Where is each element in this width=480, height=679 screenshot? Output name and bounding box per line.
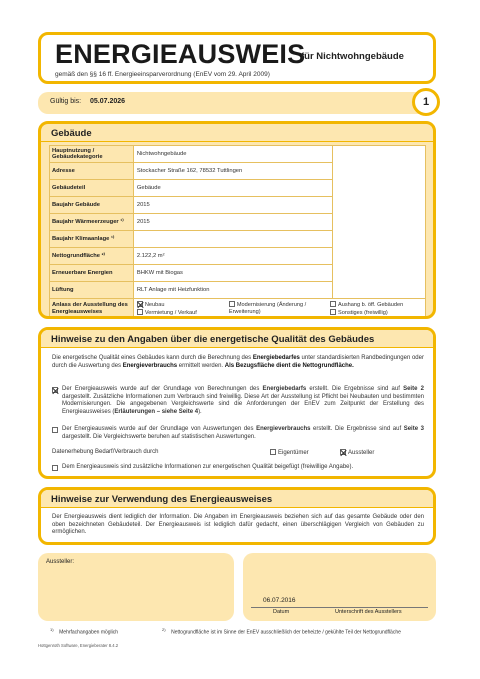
checkbox-icon[interactable] [52,427,58,433]
row-value: 2.122,2 m² [133,248,332,265]
occasion-modernisation[interactable]: Modernisierung (Änderung / Erweiterung) [228,301,307,315]
row-label: Adresse [50,163,134,180]
validity-date: 05.07.2026 [90,98,126,105]
signature-box [243,553,436,621]
row-value: Nichtwohngebäude [133,146,332,163]
checkbox-icon[interactable] [330,301,336,307]
footnote-1: $^{1)}$ Mehrfachangaben möglich [50,627,119,636]
survey-label: Datenerhebung Bedarf/Verbrauch durch [52,449,159,455]
signature-date: 06.07.2016 [263,597,296,604]
software-source: Hottgenroth Software, Energieberater 8.4.2 [38,643,119,648]
notes2-title: Hinweise zur Verwendung des Energieausweises [41,490,433,508]
building-photo-area [333,146,426,299]
checked-checkbox-icon[interactable] [340,449,346,455]
row-label: Gebäudeteil [50,180,134,197]
notes1-title: Hinweise zu den Angaben über die energetische Qualität des Gebäudes [41,330,433,348]
row-value: 2015 [133,214,332,231]
signature-line [251,607,428,608]
row-value: 2015 [133,197,332,214]
row-value: BHKW mit Biogas [133,265,332,282]
occasion-label: Anlass der Ausstellung des Energieausweises [50,299,134,319]
demand-option[interactable]: Der Energieausweis wurde auf der Grundlage von Berechnungen des Energiebedarfs erstellt. Die Ergebnisse sind auf Seite 2 dargestellt. Zusätzliche Informationen zum Verbrauch sind freiwillig. Diese Art der Ausstellung ist Pflicht bei Neubauten und bestimmten Modernisierungen. Die angegebenen Vergleichswerte sind die Anforderungen der EnEV zum Zeitpunkt der Erstellung des Energieausweises (Erläuterungen – siehe Seite 4). [52,386,424,416]
row-label: Nettogrundfläche ²⁾ [50,248,134,265]
energy-quality-notes [38,327,436,479]
row-value [133,231,332,248]
row-value: Gebäude [133,180,332,197]
data-survey-line [52,449,424,457]
date-label: Datum [273,609,290,615]
occasion-other[interactable]: Sonstiges (freiwillig) [330,309,422,317]
building-section-title: Gebäude [41,124,433,142]
issuer-box [38,553,234,621]
document-title: ENERGIEAUSWEIS [55,39,306,69]
checked-checkbox-icon[interactable] [52,387,58,393]
issuer-label: Aussteller: [46,559,75,565]
building-section [38,121,436,319]
row-value: RLT Anlage mit Heizfunktion [133,282,332,299]
row-label: Baujahr Wärmeerzeuger ¹⁾ [50,214,134,231]
survey-owner[interactable]: Eigentümer [270,449,309,458]
row-label: Baujahr Klimaanlage ¹⁾ [50,231,134,248]
row-value: Stockacher Straße 162, 78532 Tuttlingen [133,163,332,180]
occasion-public-display[interactable]: Aushang b. öff. Gebäuden [330,301,422,309]
occasion-options [133,299,425,319]
extra-info-option[interactable]: Dem Energieausweis sind zusätzliche Informationen zur energetischen Qualität beigefügt (freiwillige Angabe). [52,464,424,472]
row-label: Lüftung [50,282,134,299]
signature-label: Unterschrift des Ausstellers [335,609,402,615]
checkbox-icon[interactable] [52,465,58,471]
usage-notes [38,487,436,545]
page-number-badge: 1 [412,88,440,116]
survey-issuer[interactable]: Aussteller [340,449,374,458]
header-box [38,32,436,84]
document-subtitle: für Nichtwohngebäude [301,51,404,62]
row-label: Hauptnutzung / Gebäudekategorie [50,146,134,163]
checkbox-icon[interactable] [229,301,235,307]
validity-bar [38,92,436,114]
occasion-row [50,299,426,319]
occasion-new-build[interactable]: Neubau [137,301,229,309]
row-label: Baujahr Gebäude [50,197,134,214]
notes1-intro: Die energetische Qualität eines Gebäudes kann durch die Berechnung des Energiebedarfes unter standardisierten Randbedingungen oder durch die Auswertung des Energieverbrauchs ermittelt werden. Als Bezugsfläche dient die Nettogrundfläche. [52,355,424,369]
validity-label: Gültig bis: [50,98,82,105]
checkbox-icon[interactable] [270,449,276,455]
checkbox-icon[interactable] [330,309,336,315]
notes2-text: Der Energieausweis dient lediglich der Information. Die Angaben im Energieausweis beziehen sich auf das gesamte Gebäude oder den oben bezeichneten Gebäudeteil. Der Energieausweis ist lediglich dafür gedacht, einen überschlägigen Vergleich von Gebäuden zu ermöglichen. [52,514,424,536]
footnote-2: $^{2)}$ Nettogrundfläche ist im Sinne der EnEV ausschließlich der beheizte / gekühlte Teil der Nettogrundfläche [162,627,401,636]
checkbox-icon[interactable] [137,309,143,315]
consumption-option[interactable]: Der Energieausweis wurde auf der Grundlage von Auswertungen des Energieverbrauchs erstellt. Die Ergebnisse sind auf Seite 3 dargestellt. Die Vergleichswerte beruhen auf statistischen Auswertungen. [52,426,424,441]
table-row [50,146,426,163]
occasion-rent-sale[interactable]: Vermietung / Verkauf [137,309,229,317]
building-table [49,145,426,319]
legal-basis: gemäß den §§ 16 ff. Energieeinsparverordnung (EnEV vom 29. April 2009) [55,71,270,78]
checked-checkbox-icon[interactable] [137,301,143,307]
row-label: Erneuerbare Energien [50,265,134,282]
